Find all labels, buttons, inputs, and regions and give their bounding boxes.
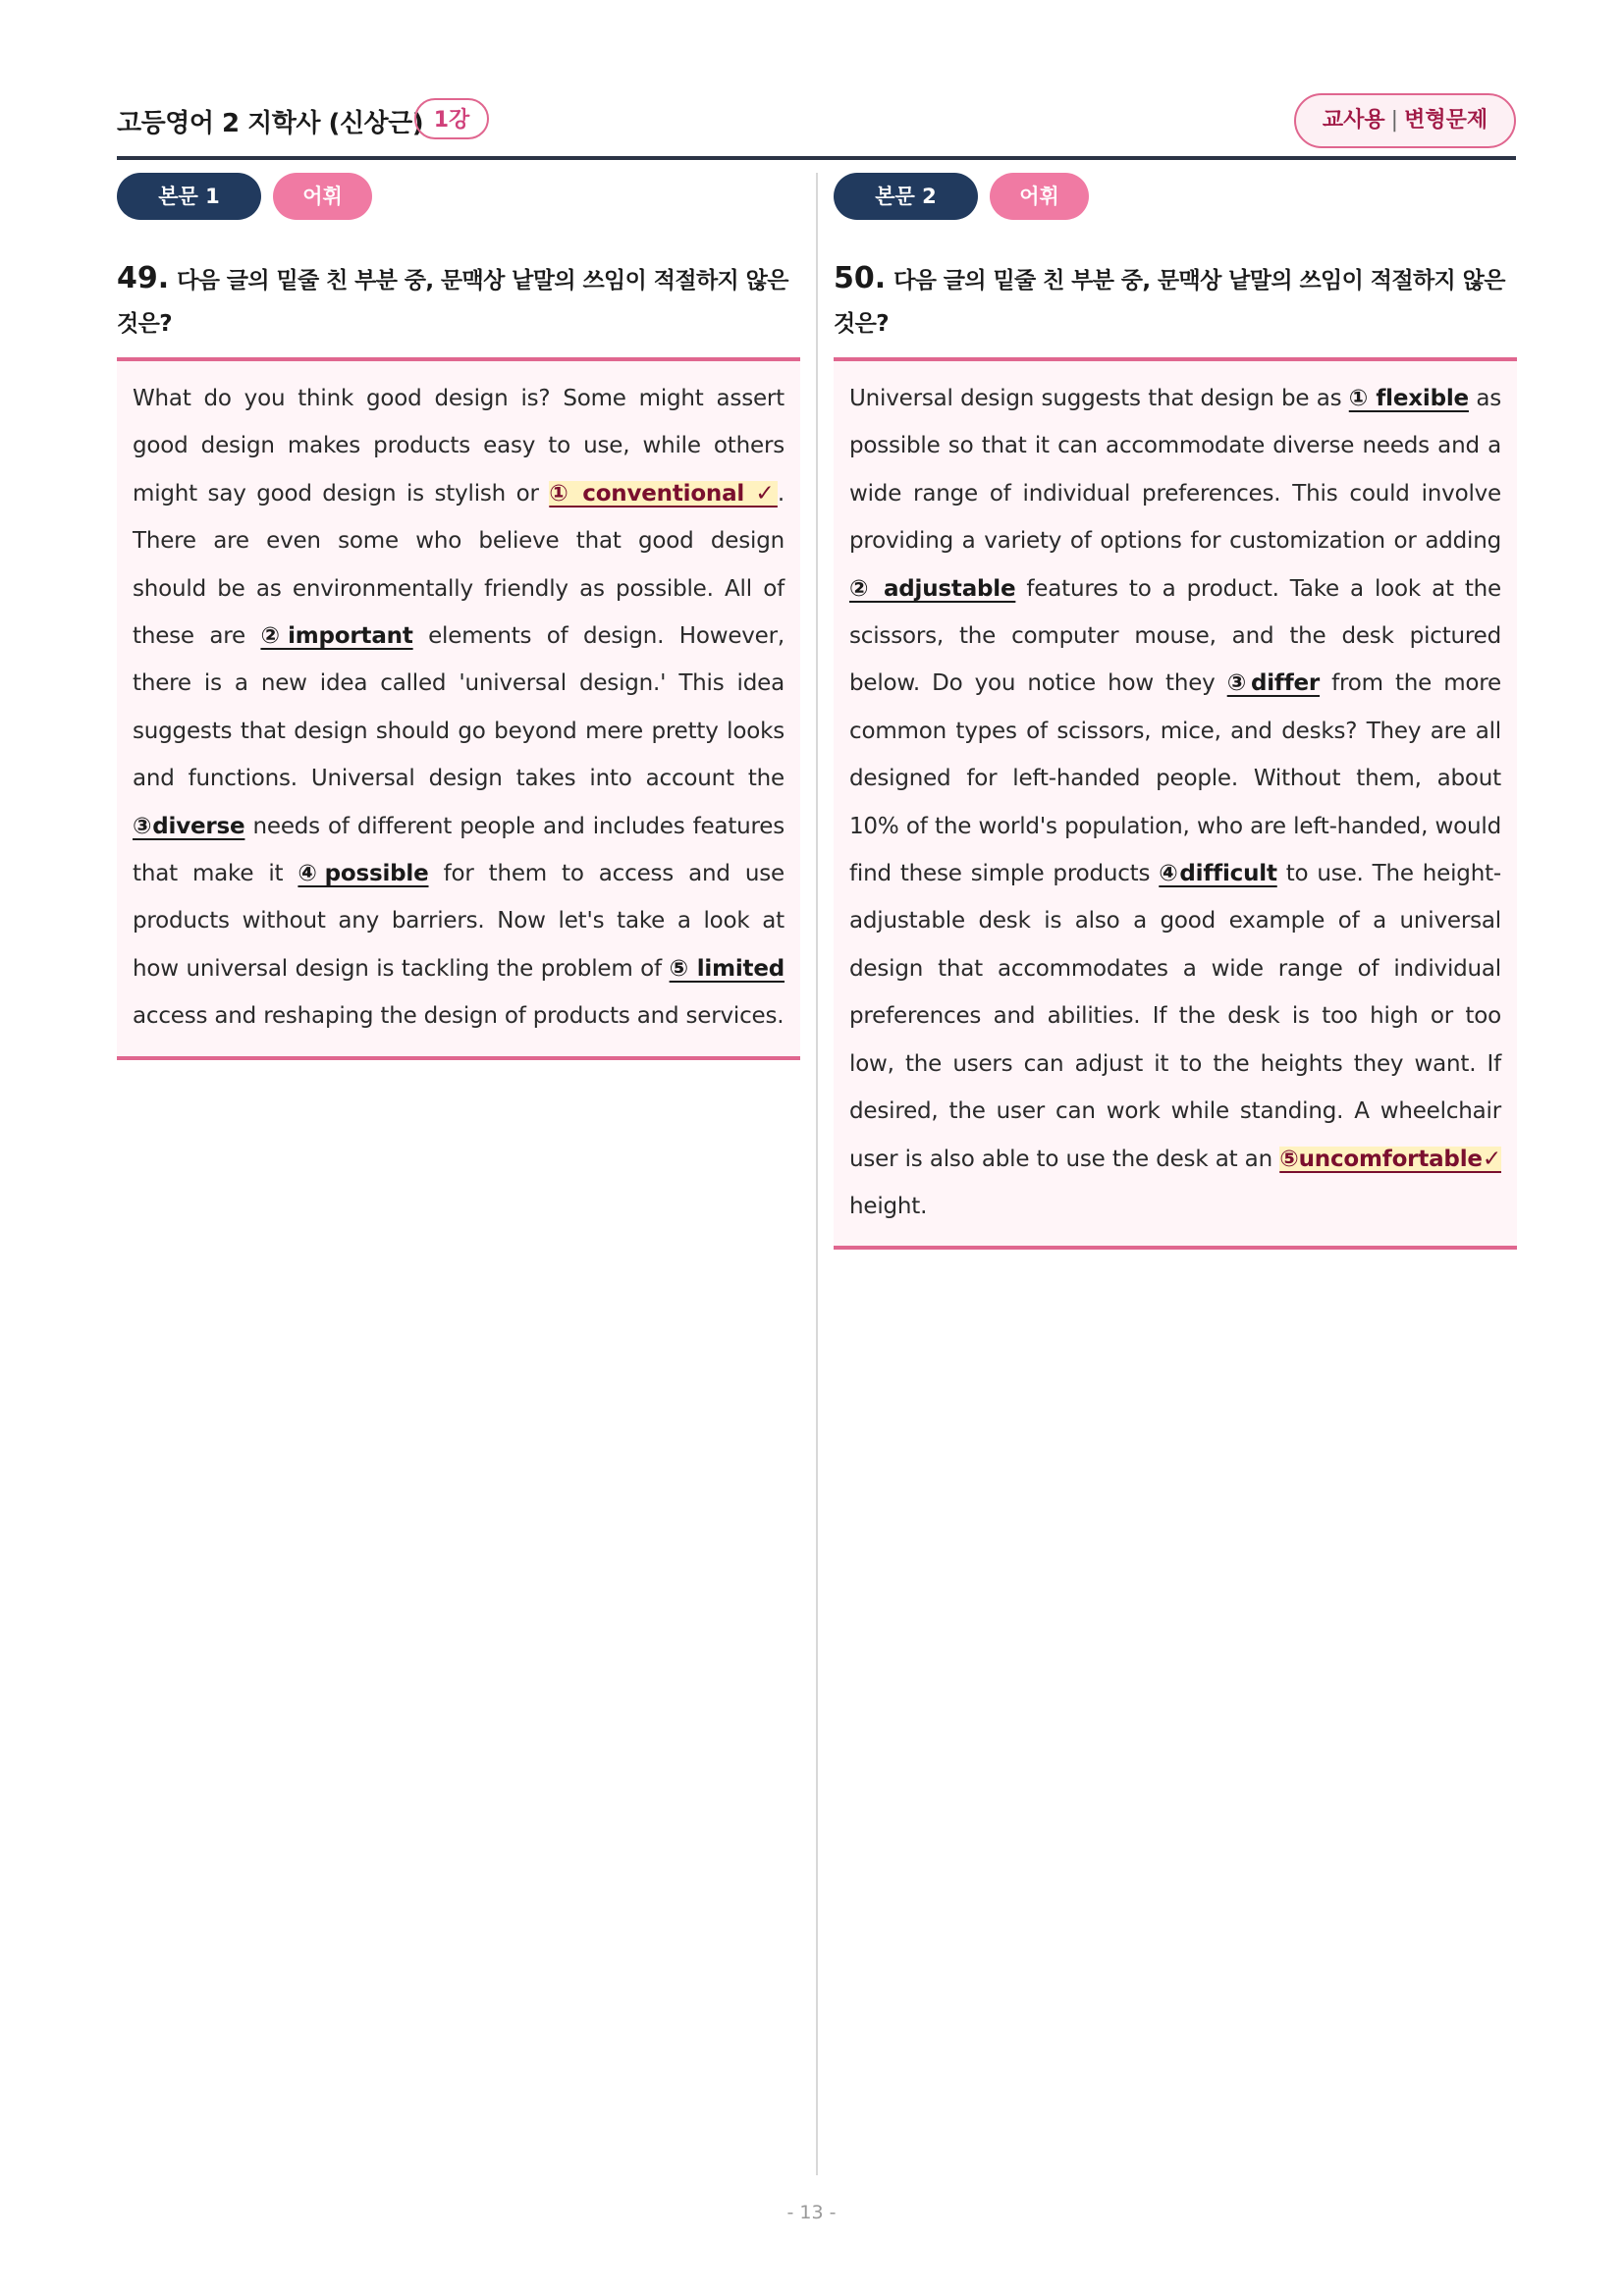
passage-box [834,357,1517,1250]
question-prompt [117,257,800,346]
lesson-badge: 1강 [414,98,489,139]
passage-text: access and reshaping the design of products and services. [133,1003,784,1030]
category-tag: 어휘 [990,173,1089,220]
column-divider [816,173,818,2175]
edition-badge [1294,93,1516,148]
underlined-choice-2: ② adjustable [849,575,1016,602]
passage-text: features to a product. Take a look at the scissors, the computer mouse, and the desk pictured below. Do you notice how they [849,575,1501,697]
passage-text: elements of design. However, there is a new idea called 'universal design.' This idea suggests that design should go beyond mere pretty looks and functions. Universal design takes into account the [133,623,784,792]
passage-tag: 본문 2 [834,173,978,220]
passage-text: from the more common types of scissors, mice, and desks? They are all designed for left-handed people. Without them, about 10% of the world's population, who are left-handed, would find these simple products [849,670,1501,887]
underlined-choice-4: ④possible [298,861,429,887]
question-number: 49. [117,261,170,295]
passage-text: Universal design suggests that design be as [849,386,1349,411]
underlined-choice-1-answer: ① conventional ✓ [549,480,778,507]
edition-left: 교사용 [1322,108,1385,133]
question-50-column [834,173,1517,1250]
tag-row [834,173,1517,222]
passage-box [117,357,800,1060]
category-tag: 어휘 [273,173,372,220]
passage-text: to use. The height-adjustable desk is also a good example of a universal design that accommodates a wide range of individual preferences and abilities. If the desk is too high or too low, the users can adjust it to the heights they want. If desired, the user can work while standing. A wheelchair user is also able to use the desk at an [849,861,1501,1172]
question-text: 다음 글의 밑줄 친 부분 중, 문맥상 낱말의 쓰임이 적절하지 않은 것은? [117,268,788,337]
passage-text: for them to access and use products without any barriers. Now let's take a look at how universal design is tackling the problem of [133,861,784,982]
passage-tag: 본문 1 [117,173,261,220]
underlined-choice-3: ③diverse [133,813,245,839]
underlined-choice-4: ④difficult [1159,861,1277,887]
underlined-choice-1: ① flexible [1348,386,1469,411]
page-number: - 13 - [786,2202,837,2223]
passage-text: What do you think good design is? Some might assert good design makes products easy to use, while others might say good design is stylish or [133,386,784,507]
underlined-choice-2: ②important [260,623,413,650]
book-title: 고등영어 2 지학사 (신상근) [117,109,424,138]
page-header [117,93,1516,154]
question-prompt [834,257,1517,346]
question-number: 50. [834,261,887,295]
header-rule [117,156,1516,160]
underlined-choice-5: ⑤ limited [669,955,785,982]
question-49-column [117,173,800,1060]
edition-right: 변형문제 [1404,108,1488,133]
edition-separator: | [1390,108,1399,133]
question-text: 다음 글의 밑줄 친 부분 중, 문맥상 낱말의 쓰임이 적절하지 않은 것은? [834,268,1505,337]
passage-text: needs of different people and includes features that make it [133,813,784,887]
passage-text: . There are even some who believe that good design should be as environmentally friendly as possible. All of these are [133,480,785,650]
tag-row [117,173,800,222]
passage-text: height. [849,1193,928,1219]
underlined-choice-5-answer: ⑤uncomfortable✓ [1279,1146,1501,1172]
underlined-choice-3: ③differ [1226,670,1321,697]
passage-text: as possible so that it can accommodate diverse needs and a wide range of individual preferences. This could involve providing a variety of options for customization or adding [849,386,1501,555]
